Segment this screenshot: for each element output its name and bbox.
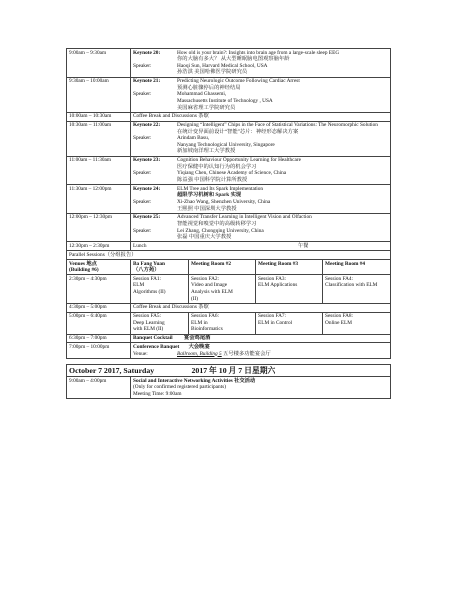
parallel-heading: Parallel Sessions（分组报告） — [67, 251, 391, 260]
keynote-label: Keynote 23: — [133, 157, 161, 164]
break-row — [67, 303, 391, 312]
keynote-title: Designing “Intelligent” Chips in the Face of Statistical Variations: The Neuromorphic Solution — [177, 122, 378, 129]
session-id: Session FA4: — [325, 275, 354, 282]
speaker-label: Speaker: — [133, 91, 152, 98]
session-row — [67, 275, 391, 304]
social-row — [67, 377, 391, 399]
speaker-name: Xi-Zhao Wang, Shenzhen University, China — [177, 199, 271, 205]
speaker-label: Speaker: — [133, 135, 152, 142]
schedule-page — [66, 48, 390, 399]
session-cell — [189, 312, 256, 334]
session-topic: with ELM (II) — [133, 326, 164, 333]
day-heading-row — [67, 364, 391, 376]
time-cell: 10:00am – 10:30am — [67, 112, 131, 121]
keynote-row — [67, 121, 391, 156]
keynote-title: How old is your brain?: Insights into brain age from a large-scale sleep EEG — [177, 49, 340, 56]
session-topic: Video and Image — [191, 282, 228, 289]
keynote-cell — [131, 121, 391, 156]
keynote-title-cn: 超限学习机树和 Spark 实现 — [177, 192, 242, 199]
keynote-cell — [131, 185, 391, 214]
keynote-cell — [131, 77, 391, 112]
venues-header-row — [67, 259, 391, 274]
banquet-cell — [131, 343, 391, 358]
time-cell: 12:00pm – 12:30pm — [67, 213, 131, 242]
time-cell: 9:30am – 10:00am — [67, 77, 131, 112]
speaker-label: Speaker: — [133, 227, 152, 234]
session-cell — [256, 275, 323, 304]
cocktail-row — [67, 334, 391, 343]
time-cell: 6:30pm – 7:00pm — [67, 334, 131, 343]
banquet-label: Conference Banquet — [133, 343, 180, 350]
speaker-name-cn: 王熙照 中国深圳大学教授 — [177, 205, 237, 212]
time-cell: 9:00am – 9:30am — [67, 49, 131, 78]
session-cell — [131, 275, 189, 304]
time-cell: 5:00pm – 6:40pm — [67, 312, 131, 334]
speaker-name: Arindam Basu, — [177, 135, 210, 142]
session-topic: ELM — [133, 282, 145, 289]
session-topic: Online ELM — [325, 319, 352, 326]
session-topic: ELM Applications — [258, 282, 298, 289]
speaker-name: Yiqiang Chen, Chinese Academy of Science, China — [177, 170, 287, 177]
speaker-name-cn: 孙浩淇 美国哈佛医学院研究员 — [177, 69, 248, 76]
banquet-row — [67, 343, 391, 358]
cocktail-label: Banquet Cocktail — [133, 335, 173, 342]
session-cell — [323, 275, 391, 304]
keynote-title-cn: 你的大脑有多大？ 从大型睡眠脑电图观察脑年龄 — [177, 56, 290, 63]
lunch-label-cn: 午餐 — [297, 242, 309, 249]
banquet-venue-cn: 五号楼多功能宴会厅 — [223, 350, 271, 357]
building-label: (Building #6) — [69, 267, 99, 274]
keynote-row — [67, 77, 391, 112]
session-topic: Algorithms (II) — [133, 289, 166, 296]
session-topic: Analysis with ELM — [191, 289, 233, 296]
session-id: Session FA3: — [258, 275, 287, 282]
keynote-title-cn: 在统计变异面前设计“智能”芯片：神经形态解决方案 — [177, 128, 299, 135]
speaker-label: Speaker: — [133, 62, 152, 69]
social-note: (Only for confirmed registered participants) — [133, 384, 226, 391]
cocktail-label-cn: 宴会鸡尾酒 — [183, 335, 211, 342]
keynote-cell — [131, 49, 391, 78]
keynote-row — [67, 185, 391, 214]
cocktail-cell — [131, 334, 391, 343]
room-header: Meeting Room #2 — [189, 259, 256, 274]
session-row — [67, 312, 391, 334]
schedule-table — [66, 48, 391, 399]
speaker-label: Speaker: — [133, 199, 152, 205]
session-topic: Bioinformatics — [191, 326, 223, 333]
keynote-title: Advanced Transfer Learning in Intelligent Vision and Olfaction — [177, 214, 312, 221]
day-heading-en: October 7 2017, Saturday — [69, 365, 155, 375]
session-id: Session FA6: — [191, 313, 220, 320]
keynote-row — [67, 156, 391, 185]
keynote-title-cn: 智能视觉和嗅觉中的高级转移学习 — [177, 220, 257, 227]
speaker-name: Haoqi Sun, Harvard Medical School, USA — [177, 62, 268, 69]
venue-label: Venues 地点 — [69, 260, 97, 267]
keynote-cell — [131, 156, 391, 185]
session-id: Session FA5: — [133, 313, 162, 320]
session-cell — [256, 312, 323, 334]
session-cell — [323, 312, 391, 334]
keynote-row — [67, 49, 391, 78]
session-id: Session FA8: — [325, 313, 354, 320]
time-cell: 4:30pm – 5:00pm — [67, 303, 131, 312]
social-meeting-time: Meeting Time: 9:00am — [133, 390, 182, 397]
keynote-title: Predicting Neurologic Outcome Following Cardiac Arrest — [177, 78, 300, 85]
room-name-cn: （八方苑） — [133, 267, 160, 274]
session-cell — [131, 312, 189, 334]
banquet-label-cn: 大会晚宴 — [188, 343, 210, 350]
session-id: Session FA2: — [191, 275, 220, 282]
break-cell: Coffee Break and Discussions 茶歇 — [131, 112, 391, 121]
time-cell: 11:30am – 12:00pm — [67, 185, 131, 214]
break-row — [67, 112, 391, 121]
room-header: Meeting Room #3 — [256, 259, 323, 274]
time-cell: 7:00pm – 10:00pm — [67, 343, 131, 358]
room-header — [131, 259, 189, 274]
keynote-row — [67, 213, 391, 242]
speaker-name-cn: 张磊 中国重庆大学教授 — [177, 234, 232, 241]
break-cell: Coffee Break and Discussions 茶歇 — [131, 303, 391, 312]
time-cell: 10:30am – 11:00am — [67, 121, 131, 156]
banquet-venue: Ballroom, Building 5 — [177, 350, 222, 357]
speaker-label: Speaker: — [133, 170, 152, 177]
keynote-label: Keynote 25: — [133, 214, 161, 221]
session-topic: (II) — [191, 295, 199, 302]
session-id: Session FA1: — [133, 275, 162, 282]
room-header: Meeting Room #4 — [323, 259, 391, 274]
speaker-affiliation: Nanyang Technological University, Singapore — [177, 141, 275, 148]
social-cell — [131, 377, 391, 399]
keynote-label: Keynote 21: — [133, 78, 161, 85]
day-heading-cn: 2017 年 10 月 7 日星期六 — [191, 365, 276, 375]
time-cell: 12:30pm – 2:30pm — [67, 242, 131, 251]
time-cell: 2:30pm – 4:30pm — [67, 275, 131, 304]
speaker-name: Mohammad Ghassemi, — [177, 91, 227, 98]
speaker-name-cn: 美国麻省理工学院研究员 — [177, 104, 236, 111]
parallel-row — [67, 251, 391, 260]
keynote-title-cn: 医疗保健中的认知行为的机会学习 — [177, 163, 257, 170]
speaker-name-cn: 陈益强 中国科学院计算所教授 — [177, 177, 248, 184]
keynote-label: Keynote 24: — [133, 185, 161, 192]
speaker-affiliation: Massachusetts Institute of Technology , USA — [177, 97, 273, 104]
venue-label: Venue: — [133, 350, 148, 357]
session-topic: ELM in Control — [258, 319, 293, 326]
session-cell — [189, 275, 256, 304]
social-title: Social and Interactive Networking Activities 社交活动 — [133, 377, 256, 384]
keynote-label: Keynote 22: — [133, 122, 161, 129]
venue-header-cell — [67, 259, 131, 274]
speaker-name: Lei Zhang, Chongqing University, China — [177, 227, 264, 234]
lunch-cell — [131, 242, 391, 251]
session-topic: Classification with ELM — [325, 282, 378, 289]
keynote-title: Cognition Behaviour Opportunity Learning for Healthcare — [177, 157, 302, 164]
keynote-cell — [131, 213, 391, 242]
keynote-title: ELM Tree and Its Spark Implementation — [177, 185, 264, 192]
session-topic: ELM in — [191, 319, 208, 326]
session-id: Session FA7: — [258, 313, 287, 320]
speaker-name-cn: 新加坡南洋理工大学教授 — [177, 148, 236, 155]
session-topic: Deep Learning — [133, 319, 165, 326]
time-cell: 11:00am – 11:30am — [67, 156, 131, 185]
keynote-label: Keynote 20: — [133, 49, 161, 56]
time-cell: 9:00am – 4:00pm — [67, 377, 131, 399]
lunch-row — [67, 242, 391, 251]
room-name: Ba Fang Yuan — [133, 260, 165, 267]
keynote-title-cn: 预测心脏骤停后的神经结局 — [177, 84, 241, 91]
day-heading-cell — [67, 364, 391, 376]
lunch-label: Lunch — [133, 242, 147, 249]
